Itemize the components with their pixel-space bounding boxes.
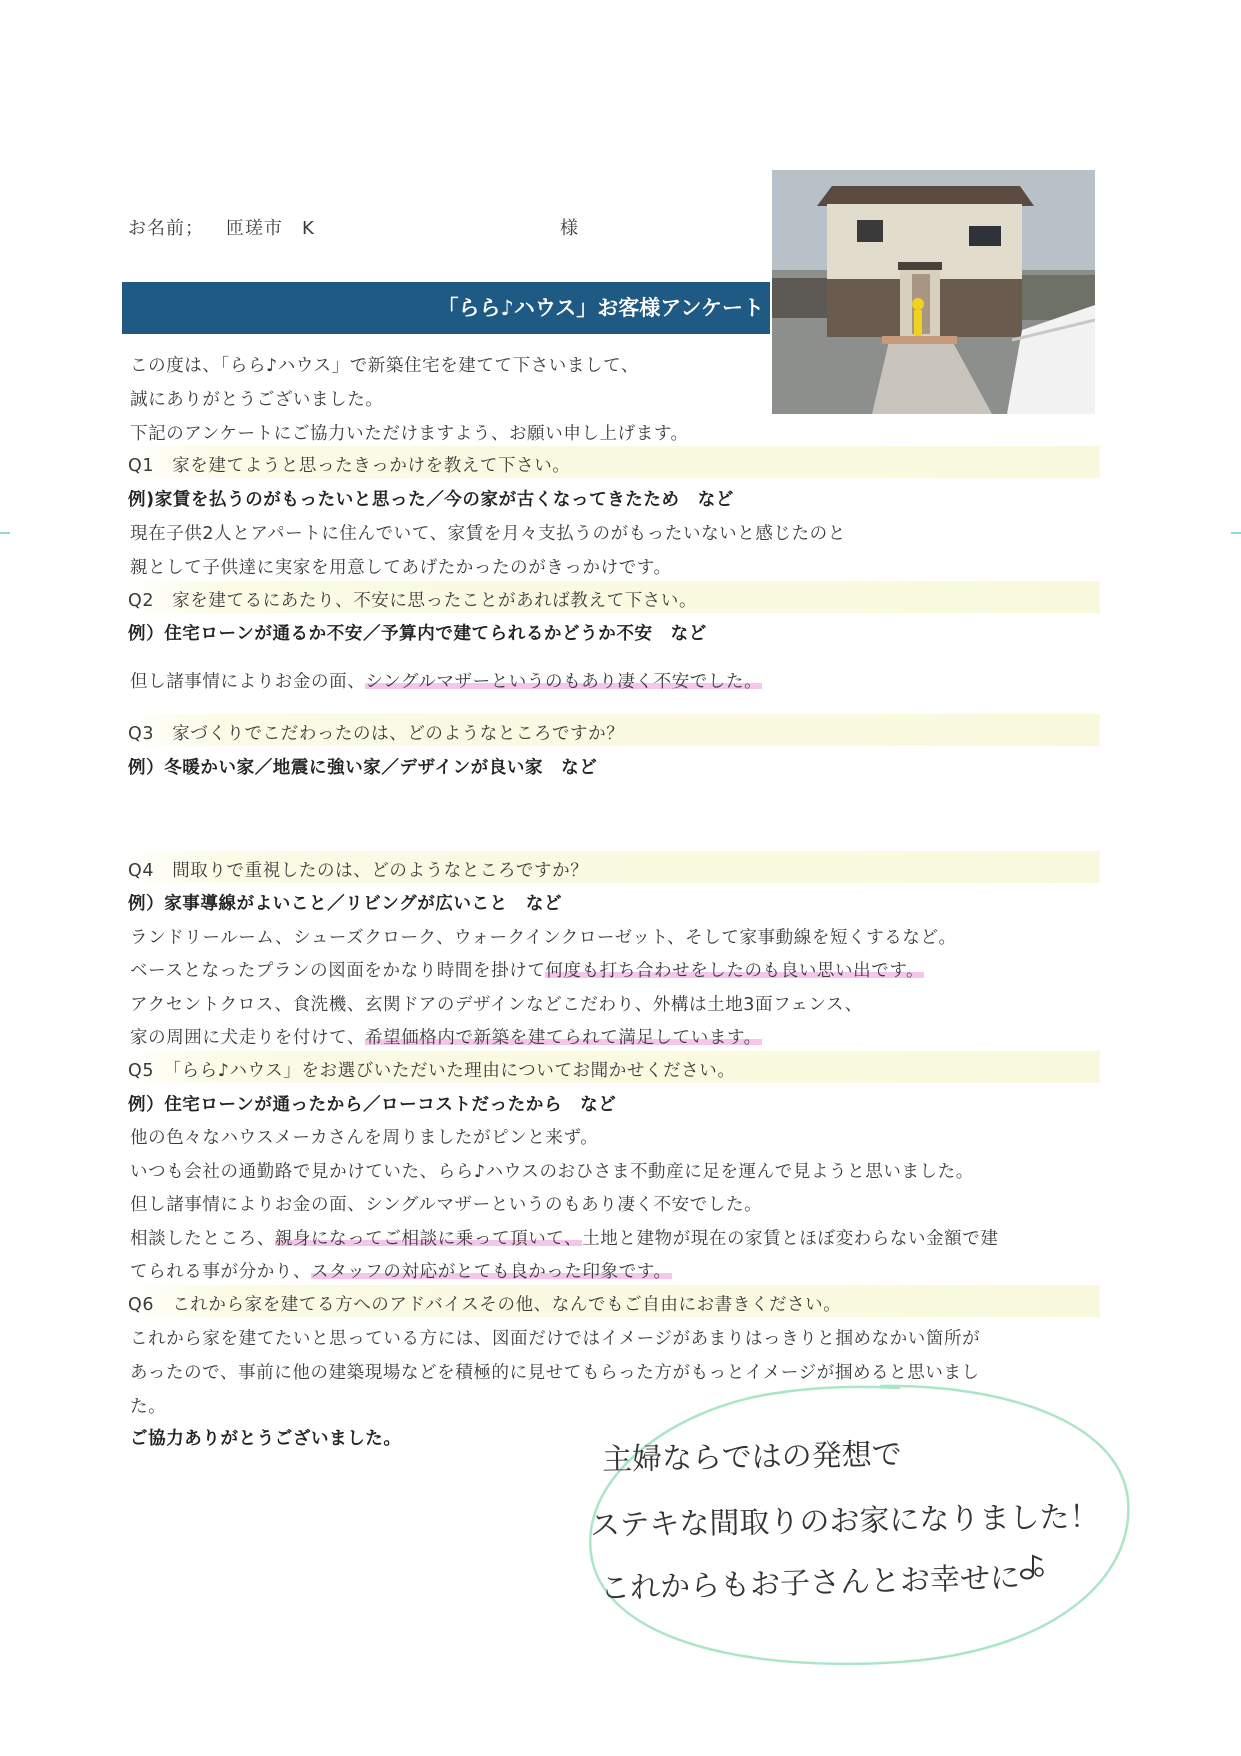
q4-example: 例）家事導線がよいこと／リビングが広いこと など [128, 894, 563, 914]
intro-line-2: 誠にありがとうございました。 [130, 390, 384, 410]
q1-answer-2: 親として子供達に実家を用意してあげたかったのがきっかけです。 [130, 558, 672, 578]
intro-line-3: 下記のアンケートにご協力いただけますよう、お願い申し上げます。 [130, 424, 689, 444]
q4-answer-4-text: 家の周囲に犬走りを付けて、 [130, 1028, 365, 1048]
q4-answer-4-highlight: 希望価格内で新築を建てられて満足しています。 [364, 1028, 762, 1048]
q6-answer-1: これから家を建てたいと思っている方には、図面だけではイメージがあまりはっきりと掴めなかい箇所が [130, 1329, 981, 1349]
q2-example: 例）住宅ローンが通るか不安／予算内で建てられるかどうか不安 など [128, 624, 707, 644]
q1-question: Q1 家を建てようと思ったきっかけを教えて下さい。 [128, 456, 571, 476]
handwritten-line-2: ステキな間取りのお家になりました！ [589, 1499, 1100, 1544]
q4-answer-2 [130, 957, 924, 982]
survey-title-banner [122, 282, 770, 334]
q6-question: Q6 これから家を建てる方へのアドバイスその他、なんでもご自由にお書きください。 [128, 1295, 842, 1315]
q5-answer-5-text: てられる事が分かり、 [130, 1262, 311, 1282]
q5-answer-4-text: 相談したところ、 [130, 1229, 275, 1249]
house-photo [772, 170, 1095, 414]
handwritten-message [580, 1380, 1140, 1680]
name-value: 匝瑳市 K [226, 218, 315, 239]
q5-answer-3: 但し諸事情によりお金の面、シングルマザーというのもあり凄く不安でした。 [130, 1195, 763, 1215]
q2-question: Q2 家を建てるにあたり、不安に思ったことがあれば教えて下さい。 [128, 591, 698, 611]
handwritten-line-3: これからもお子さんとお幸せに [599, 1560, 1021, 1607]
q2-answer-text: 但し諸事情によりお金の面、 [130, 672, 366, 692]
q5-answer-1: 他の色々なハウスメーカさんを周りましたがピンと来ず。 [130, 1128, 599, 1148]
banner-title: 「らら♪ハウス」お客様アンケート [437, 296, 764, 320]
music-note-icon [1018, 1552, 1048, 1582]
q5-answer-4 [130, 1225, 998, 1250]
q4-answer-4 [130, 1024, 762, 1049]
q3-example: 例）冬暖かい家／地震に強い家／デザインが良い家 など [128, 758, 598, 778]
q6-answer-3: た。 [130, 1397, 167, 1417]
q5-answer-5 [130, 1258, 672, 1283]
q4-question: Q4 間取りで重視したのは、どのようなところですか？ [128, 861, 589, 881]
q3-question: Q3 家づくりでこだわったのは、どのようなところですか？ [128, 724, 625, 744]
q2-answer [130, 668, 762, 693]
q5-answer-2: いつも会社の通勤路で見かけていた、らら♪ハウスのおひさま不動産に足を運んで見ようと思いました。 [130, 1162, 974, 1182]
q4-answer-2-highlight: 何度も打ち合わせをしたのも良い思い出です。 [545, 961, 925, 981]
q6-answer-2: あったので、事前に他の建築現場などを積極的に見せてもらった方がもっとイメージが掴めると思いまし [130, 1363, 980, 1383]
q2-answer-highlight: シングルマザーというのもあり凄く不安でした。 [365, 672, 763, 692]
intro-line-1: この度は、「らら♪ハウス」で新築住宅を建てて下さいまして、 [130, 356, 639, 376]
scan-mark-left [0, 532, 10, 534]
q4-answer-3: アクセントクロス、食洗機、玄関ドアのデザインなどこだわり、外構は土地3面フェンス、 [130, 995, 863, 1015]
q5-example: 例）住宅ローンが通ったから／ローコストだったから など [128, 1095, 617, 1115]
q4-answer-1: ランドリールーム、シューズクローク、ウォークインクローゼット、そして家事動線を短くするなど。 [130, 928, 957, 948]
name-label: お名前； [128, 218, 204, 239]
name-suffix: 様 [560, 218, 579, 239]
q1-example: 例)家賃を払うのがもったいと思った／今の家が古くなってきたため など [128, 490, 734, 510]
q1-answer-1: 現在子供2人とアパートに住んでいて、家賃を月々支払うのがもったいないと感じたのと [130, 524, 846, 544]
scan-mark-right [1231, 532, 1241, 534]
q5-answer-4-rest: 土地と建物が現在の家賃とほぼ変わらない金額で建 [582, 1229, 999, 1249]
q5-answer-5-highlight: スタッフの対応がとても良かった印象です。 [311, 1262, 672, 1282]
handwritten-line-1: 主婦ならではの発想で [601, 1437, 903, 1478]
q5-question: Q5 「らら♪ハウス」をお選びいただいた理由についてお聞かせください。 [128, 1061, 736, 1081]
closing-thanks: ご協力ありがとうございました。 [130, 1429, 402, 1449]
q5-answer-4-highlight: 親身になってご相談に乗って頂いて、 [274, 1229, 583, 1249]
q4-answer-2-text: ベースとなったプランの図面をかなり時間を掛けて [130, 961, 546, 981]
